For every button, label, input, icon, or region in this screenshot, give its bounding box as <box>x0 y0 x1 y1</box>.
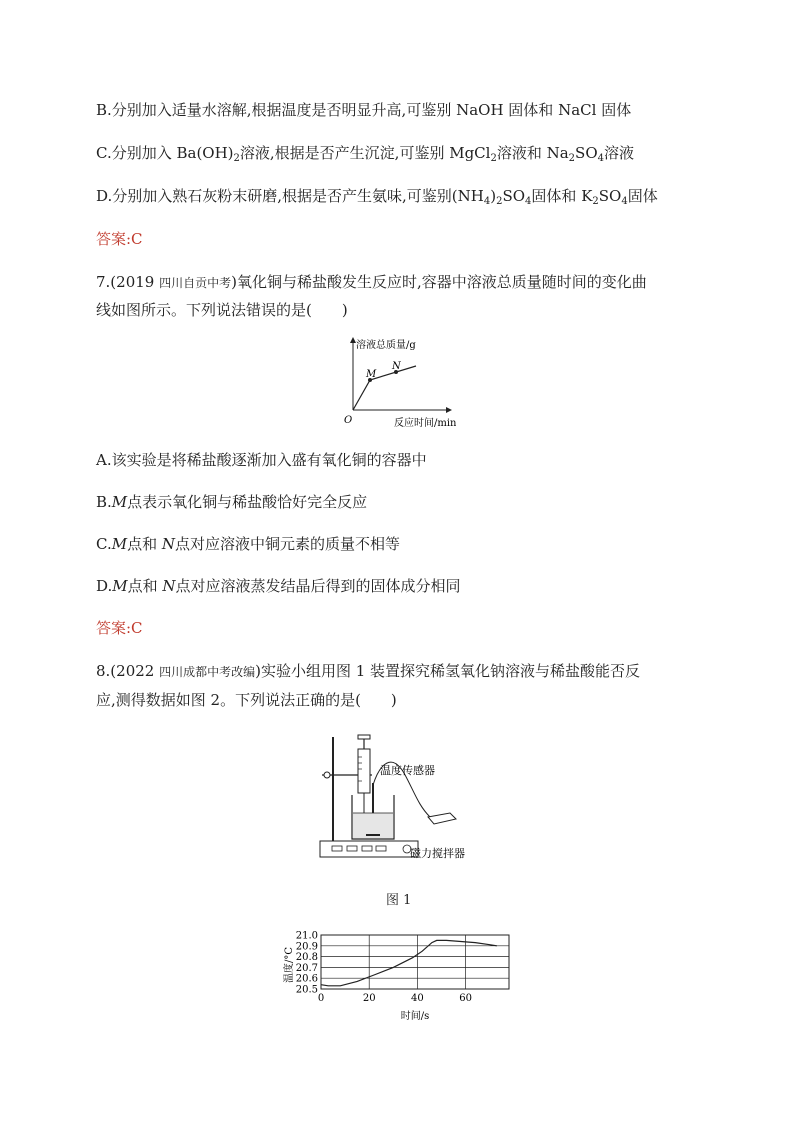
stirrer-button-2 <box>362 846 372 851</box>
answer-q7: 答案:C <box>96 619 143 637</box>
stirrer-button-1 <box>347 846 357 851</box>
sensor-device <box>428 813 456 824</box>
syringe-barrel <box>358 749 370 793</box>
option-c-q6: C.分别加入 $Ba(OH)_2$溶液,根据是否产生沉淀,可鉴别 MgCl$_2$溶液和 $Na_2SO_4$溶液 <box>96 144 635 164</box>
syringe-plunger-head <box>358 735 370 739</box>
q8-x-tick-label: 60 <box>459 993 472 1004</box>
q8-x-tick-label: 20 <box>362 993 376 1004</box>
option-a-q7: A.该实验是将稀盐酸逐渐加入盛有氧化铜的容器中 <box>96 451 427 469</box>
q7-n-label: N <box>392 361 401 372</box>
q8-y-tick-label: 20.9 <box>295 941 318 953</box>
option-b-q6: B.分别加入适量水溶解,根据温度是否明显升高,可鉴别 NaOH 固体和 NaCl 固体 <box>96 101 632 119</box>
question-7-line2: 线如图所示。下列说法错误的是( ) <box>96 301 348 319</box>
figure-1-caption: 图 1 <box>386 893 412 908</box>
stirrer-label: 磁力搅拌器 <box>410 847 465 860</box>
q8-y-tick-label: 20.5 <box>295 984 318 996</box>
option-d-q7: D.M点和 N点对应溶液蒸发结晶后得到的固体成分相同 <box>96 577 461 595</box>
option-b-q7: B.M点表示氧化铜与稀盐酸恰好完全反应 <box>96 493 368 511</box>
q7-y-label: 溶液总质量/g <box>356 340 416 351</box>
q8-x-tick-label: 0 <box>317 993 325 1004</box>
option-d-q6: D.分别加入熟石灰粉末研磨,根据是否产生氨味,可鉴别$(NH_4)_2SO_4$固体和 $K_2SO_4$固体 <box>96 187 658 207</box>
q8-y-tick-label: 21.0 <box>295 930 318 942</box>
q7-origin-label: O <box>344 415 353 426</box>
q8-temperature-chart <box>280 925 520 1025</box>
q8-y-tick-label: 20.7 <box>295 962 318 974</box>
answer-q6: 答案:C <box>96 230 143 248</box>
q7-curve <box>353 366 416 410</box>
sensor-label: 温度传感器 <box>380 764 435 777</box>
stirrer-button-3 <box>376 846 386 851</box>
q8-y-tick-label: 20.8 <box>295 952 318 964</box>
stirrer-display <box>332 846 342 851</box>
q7-mass-time-chart <box>336 330 456 430</box>
q8-x-axis-label: 时间/s <box>400 1011 430 1022</box>
q7-m-label: M <box>366 369 377 380</box>
q8-temperature-line <box>321 940 497 985</box>
q8-x-tick-label: 40 <box>411 993 424 1004</box>
question-8-line2: 应,测得数据如图 2。下列说法正确的是( ) <box>96 691 397 709</box>
question-8-line1: 8.(2022 四川成都中考改编)实验小组用图 1 装置探究稀氢氧化钠溶液与稀盐酸能否反 <box>96 662 641 680</box>
q8-y-tick-label: 20.6 <box>295 973 318 985</box>
q8-y-axis-label: 温度/°C <box>284 946 295 984</box>
option-c-q7: C.M点和 N点对应溶液中铜元素的质量不相等 <box>96 535 400 553</box>
clamp-screw <box>324 772 330 778</box>
q8-apparatus-figure <box>314 733 484 865</box>
question-7-line1: 7.(2019 四川自贡中考)氧化铜与稀盐酸发生反应时,容器中溶液总质量随时间的变化曲 <box>96 273 647 291</box>
q7-x-label: 反应时间/min <box>394 418 456 429</box>
